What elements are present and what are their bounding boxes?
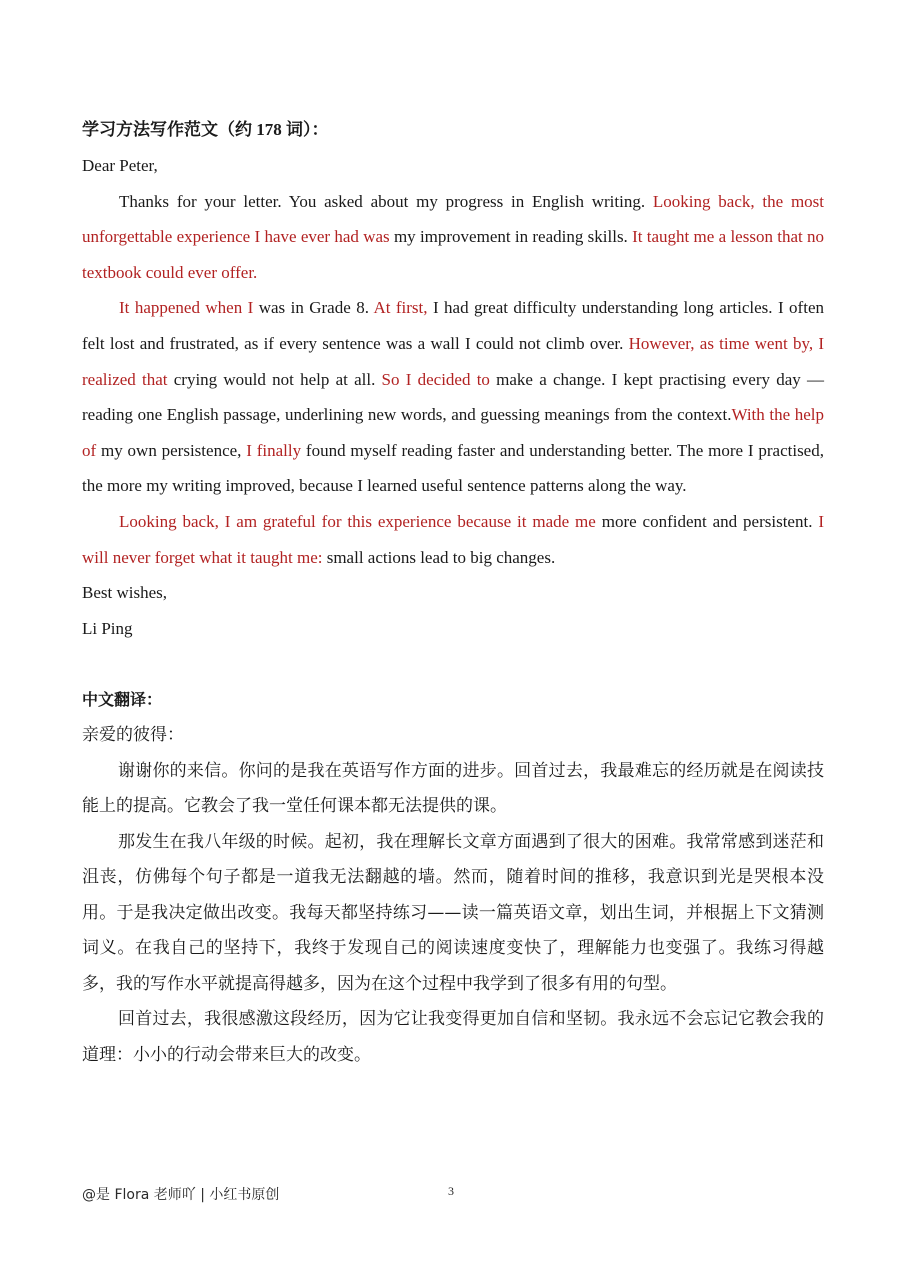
paragraph-2-text: my own persistence, <box>96 440 247 460</box>
translation-greeting: 亲爱的彼得： <box>82 725 184 746</box>
highlighted-phrase: However, as time went by, I realized that <box>82 333 825 389</box>
paragraph-2-text: I had great difficulty understanding long articles. I often felt lost and frustrated, as if every sentence was a wall I could not climb over. <box>82 298 824 353</box>
paragraph-3 <box>82 504 824 575</box>
translation-paragraph-2: 那发生在我八年级的时候。起初，我在理解长文章方面遇到了很大的困难。我常常感到迷茫和沮丧，仿佛每个句子都是一道我无法翻越的墙。然而，随着时间的推移，我意识到光是哭根本没用。于是我决定做出改变。我每天都坚持练习——读一篇英语文章，划出生词，并根据上下文猜测词义。在我自己的坚持下，我终于发现自己的阅读速度变快了，理解能力也变强了。我练习得越多，我的写作水平就提高得越多，因为在这个过程中我学到了很多有用的句型。 <box>82 831 824 994</box>
highlighted-phrase: So I decided to <box>381 369 490 389</box>
paragraph-2-text: make a change. I kept practising every day — reading one English passage, underlining new words, and guessing meanings from the context. <box>82 369 825 425</box>
paragraph-2-text: crying would not help at all. <box>167 369 382 389</box>
highlighted-phrase: It taught me a lesson that no textbook could ever offer. <box>82 227 825 282</box>
highlighted-phrase: I finally <box>246 440 302 460</box>
paragraph-2-text: found myself reading faster and understanding better. The more I practised, the more my writing improved, because I learned useful sentence patterns along the way. <box>82 440 824 496</box>
section-spacer <box>82 646 824 682</box>
paragraph-2 <box>82 290 824 504</box>
paragraph-3-text: more confident and persistent. <box>595 511 819 531</box>
chinese-translation <box>82 718 824 1073</box>
highlighted-phrase: It happened when I <box>119 298 254 318</box>
letter-signature: Li Ping <box>82 618 133 638</box>
highlighted-phrase: With the help of <box>82 405 824 460</box>
highlighted-phrase: At first, <box>373 298 428 318</box>
english-letter <box>82 148 824 646</box>
translation-paragraph-1: 谢谢你的来信。你问的是我在英语写作方面的进步。回首过去，我最难忘的经历就是在阅读技能上的提高。它教会了我一堂任何课本都无法提供的课。 <box>82 760 824 817</box>
letter-greeting: Dear Peter, <box>82 156 158 175</box>
highlighted-phrase: Looking back, the most unforgettable experience I have ever had was <box>82 191 825 247</box>
translation-paragraph-3: 回首过去，我很感激这段经历，因为它让我变得更加自信和坚韧。我永远不会忘记它教会我的道理：小小的行动会带来巨大的改变。 <box>82 1009 824 1065</box>
highlighted-phrase: I will never forget what it taught me: <box>82 511 825 567</box>
paragraph-1-text: Thanks for your letter. You asked about my progress in English writing. <box>119 191 653 211</box>
document-body <box>82 112 824 1073</box>
page-number: 3 <box>448 1184 454 1198</box>
paragraph-2-text: was in Grade 8. <box>253 298 374 318</box>
paragraph-1-text: my improvement in reading skills. <box>389 227 633 247</box>
footer-credit: @是 Flora 老师吖 | 小红书原创 <box>82 1187 280 1203</box>
highlighted-phrase: Looking back, I am grateful for this experience because it made me <box>119 511 596 531</box>
paragraph-1 <box>82 184 824 291</box>
translation-heading: 中文翻译： <box>82 690 163 710</box>
paragraph-3-text: small actions lead to big changes. <box>322 547 556 567</box>
essay-heading: 学习方法写作范文（约 178 词）： <box>82 120 329 139</box>
letter-closing: Best wishes, <box>82 583 167 603</box>
